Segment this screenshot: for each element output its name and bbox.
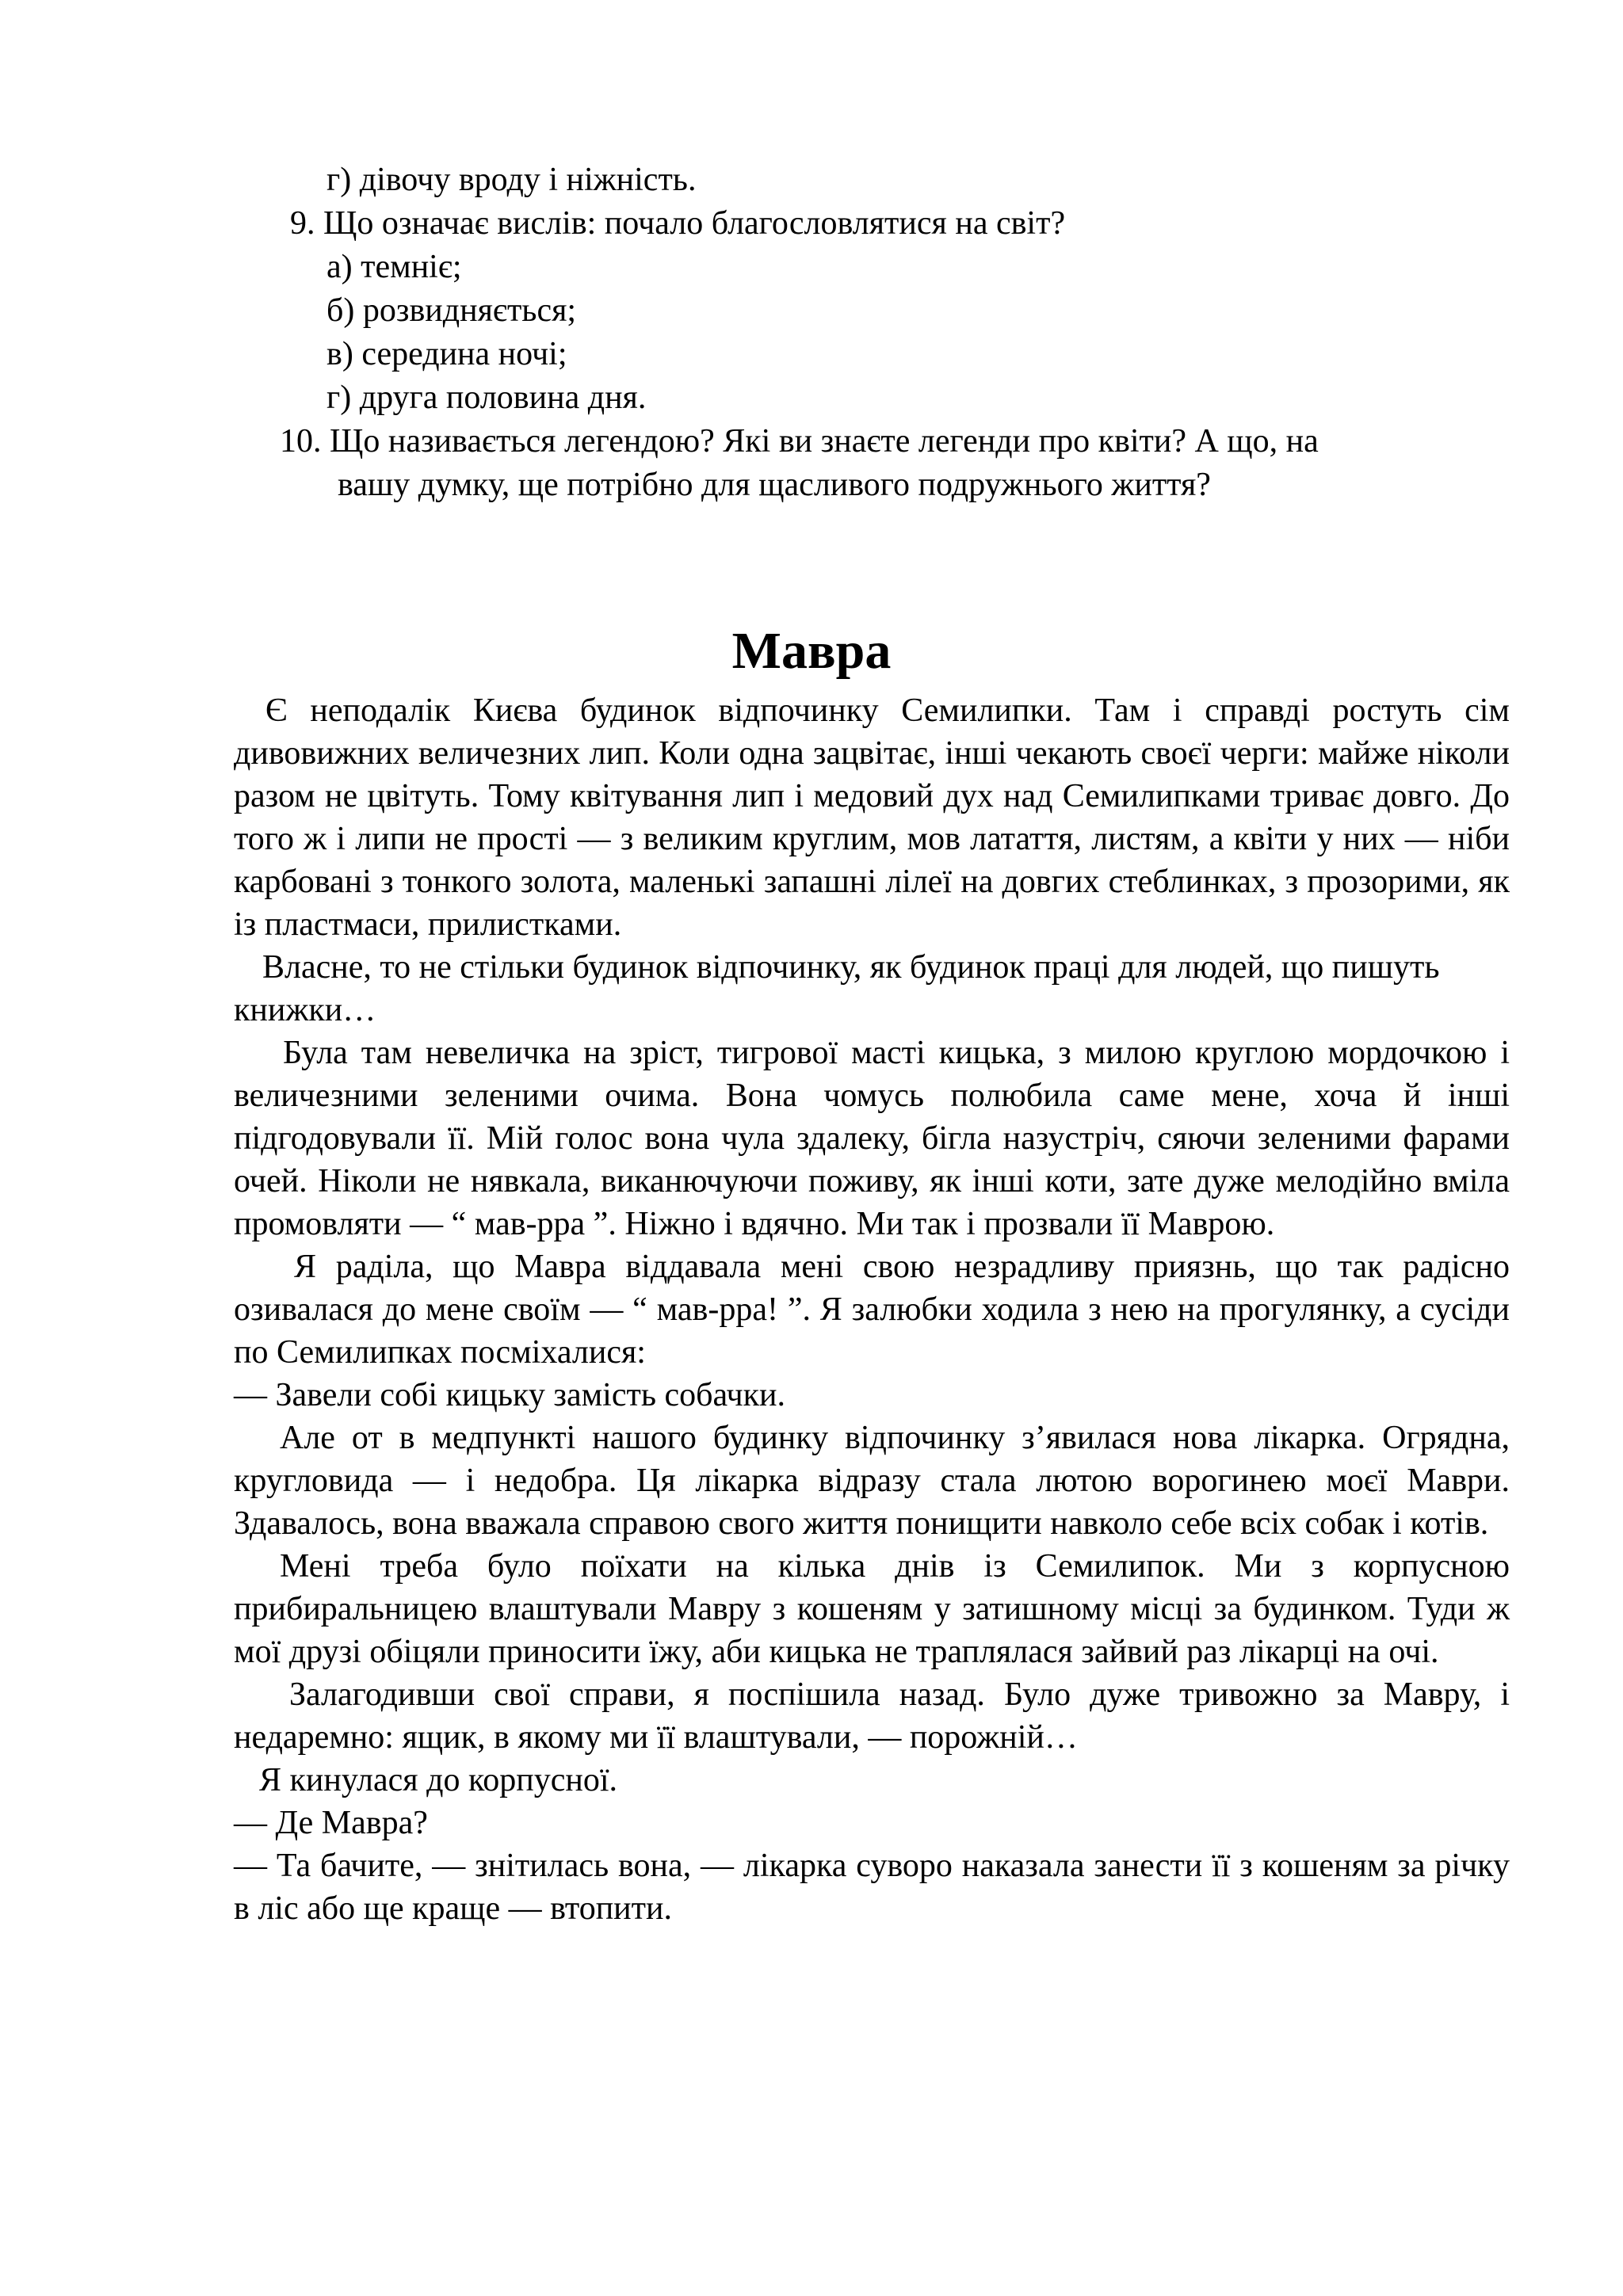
story-title: Мавра [731, 622, 892, 680]
question-8-option-g: г) дівочу вроду і ніжність. [327, 162, 697, 198]
question-10-line-2: вашу думку, ще потрібно для щасливого подружнього життя? [338, 467, 1211, 503]
question-9-option-c: в) середина ночі; [327, 336, 567, 372]
story-body [234, 689, 1510, 1930]
question-10-line-1: 10. Що називається легендою? Які ви знаєте легенди про квіти? А що, на [280, 423, 1319, 460]
story-paragraph-7: Мені треба було поїхати на кілька днів із Семилипок. Ми з корпусною прибиральницею влаштували Мавру з кошеням у затишному місці за будинком. Туди ж мої друзі обіцяли приносити їжу, аби кицька не траплялася зайвий раз лікарці на очі. [234, 1548, 1510, 1670]
story-paragraph-8: Залагодивши свої справи, я поспішила назад. Було дуже тривожно за Мавру, і недаремно: ящик, в якому ми її влаштували, — порожній… [234, 1676, 1510, 1756]
story-paragraph-4: Я раділа, що Мавра віддавала мені свою незрадливу приязнь, що так радісно озивалася до мене своїм — “ мав-рра! ”. Я залюбки ходила з нею на прогулянку, а сусіди по Семилипках посміхалися: [234, 1249, 1510, 1371]
question-9-option-a: а) темніє; [327, 249, 462, 285]
story-paragraph-5: — Завели собі кицьку замість собачки. [234, 1377, 785, 1413]
question-9-option-d: г) друга половина дня. [327, 379, 647, 416]
story-paragraph-9: Я кинулася до корпусної. [259, 1762, 617, 1798]
story-paragraph-3: Була там невеличка на зріст, тигрової масті кицька, з милою круглою мордочкою і величезними зеленими очима. Вона чомусь полюбила саме мене, хоча й інші підгодовували її. Мій голос вона чула здалеку, бігла назустріч, сяючи зеленими фарами очей. Ніколи не нявкала, виканючуючи поживу, як інші коти, зате дуже мелодійно вміла промовляти — “ мав-рра ”. Ніжно і вдячно. Ми так і прозвали її Маврою. [234, 1035, 1510, 1242]
story-paragraph-2: Власне, то не стільки будинок відпочинку, як будинок праці для людей, що пишуть книжки… [234, 949, 1440, 1028]
story-paragraph-6: Але от в медпункті нашого будинку відпочинку з’явилася нова лікарка. Огрядна, кругловида — і недобра. Ця лікарка відразу стала лютою ворогинею моєї Маври. Здавалось, вона вважала справою свого життя понищити навколо себе всіх собак і котів. [234, 1420, 1510, 1542]
question-9: 9. Що означає вислів: почало благословлятися на світ? [290, 205, 1066, 242]
story-paragraph-1: Є неподалік Києва будинок відпочинку Семилипки. Там і справді ростуть сім дивовижних величезних лип. Коли одна зацвітає, інші чекають своєї черги: майже ніколи разом не цвітуть. Тому квітування лип і медовий дух над Семилипками триває довго. До того ж і липи не прості — з великим круглим, мов латаття, листям, а квіти у них — ніби карбовані з тонкого золота, маленькі запашні лілеї на довгих стеблинках, з прозорими, як із пластмаси, прилистками. [234, 692, 1510, 943]
story-paragraph-10: — Де Мавра? [234, 1805, 428, 1841]
question-9-option-b: б) розвидняється; [327, 292, 577, 329]
story-paragraph-11: — Та бачите, — знітилась вона, — лікарка суворо наказала занести її з кошеням за річку в ліс або ще краще — втопити. [234, 1848, 1510, 1927]
